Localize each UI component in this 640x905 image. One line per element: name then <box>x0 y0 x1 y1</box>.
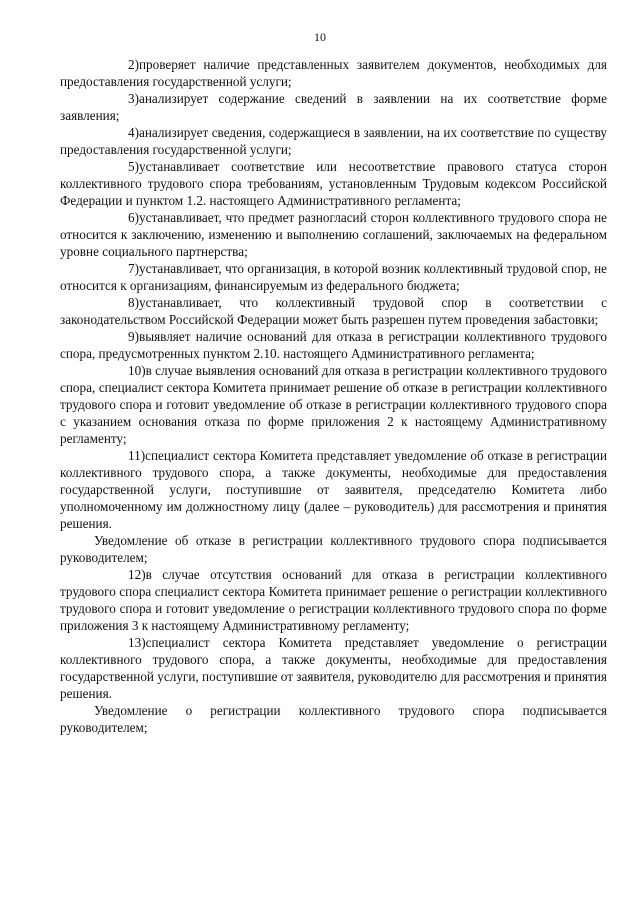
paragraph-text: устанавливает, что организация, в которой возник коллективный трудовой спор, не относится к организациям, финансируемым из федерального бюджета; <box>60 261 607 293</box>
paragraph-text: Уведомление об отказе в регистрации коллективного трудового спора подписывается руководителем; <box>60 533 607 565</box>
list-item-number: 9) <box>128 329 139 344</box>
list-item-number: 8) <box>128 295 139 310</box>
paragraph-text: устанавливает, что предмет разногласий сторон коллективного трудового спора не относится к заключению, изменению и выполнению соглашений, заключаемых на федеральном уровне социального партнерства; <box>60 210 607 259</box>
paragraph <box>60 56 607 90</box>
list-item-number: 13) <box>128 635 146 650</box>
paragraph <box>60 634 607 702</box>
paragraph-text: анализирует сведения, содержащиеся в заявлении, на их соответствие по существу предоставления государственной услуги; <box>60 125 607 157</box>
list-item-number: 11) <box>128 448 146 463</box>
paragraph <box>60 532 607 566</box>
paragraph <box>60 328 607 362</box>
paragraph <box>60 447 607 532</box>
paragraph-text: специалист сектора Комитета представляет уведомление об отказе в регистрации коллективного трудового спора, а также документы, необходимые для предоставления государственной услуги, поступившие от заявителя, председателю Комитета либо уполномоченному им должностному лицу (далее – руководитель) для рассмотрения и принятия решения. <box>60 448 607 531</box>
paragraph-text: устанавливает соответствие или несоответствие правового статуса сторон коллективного трудового спора требованиям, установленным Трудовым кодексом Российской Федерации и пунктом 1.2. настоящего Административного регламента; <box>60 159 607 208</box>
list-item-number: 4) <box>128 125 139 140</box>
list-item-number: 10) <box>128 363 146 378</box>
paragraph <box>60 566 607 634</box>
paragraph-text: в случае отсутствия оснований для отказа в регистрации коллективного трудового спора специалист сектора Комитета принимает решение о регистрации коллективного трудового спора и готовит уведомление о регистрации коллективного трудового спора по форме приложения 3 к настоящему Административному регламенту; <box>60 567 607 633</box>
document-body <box>60 56 607 736</box>
paragraph <box>60 702 607 736</box>
page-number: 10 <box>314 30 326 44</box>
list-item-number: 3) <box>128 91 139 106</box>
paragraph <box>60 209 607 260</box>
paragraph-text: проверяет наличие представленных заявителем документов, необходимых для предоставления государственной услуги; <box>60 57 607 89</box>
list-item-number: 7) <box>128 261 139 276</box>
paragraph-text: устанавливает, что коллективный трудовой спор в соответствии с законодательством Российской Федерации может быть разрешен путем проведения забастовки; <box>60 295 607 327</box>
list-item-number: 5) <box>128 159 139 174</box>
paragraph <box>60 260 607 294</box>
paragraph <box>60 124 607 158</box>
paragraph <box>60 158 607 209</box>
paragraph-text: Уведомление о регистрации коллективного трудового спора подписывается руководителем; <box>60 703 607 735</box>
list-item-number: 6) <box>128 210 139 225</box>
list-item-number: 2) <box>128 57 139 72</box>
paragraph <box>60 90 607 124</box>
paragraph-text: специалист сектора Комитета представляет уведомление о регистрации коллективного трудового спора, а также документы, необходимые для предоставления государственной услуги, поступившие от заявителя, руководителю для рассмотрения и принятия решения. <box>60 635 607 701</box>
paragraph <box>60 362 607 447</box>
paragraph-text: в случае выявления оснований для отказа в регистрации коллективного трудового спора, специалист сектора Комитета принимает решение об отказе в регистрации коллективного трудового спора и готовит уведомление об отказе в регистрации коллективного трудового спора с указанием основания отказа по форме приложения 2 к настоящему Административному регламенту; <box>60 363 607 446</box>
paragraph <box>60 294 607 328</box>
paragraph-text: выявляет наличие оснований для отказа в регистрации коллективного трудового спора, предусмотренных пунктом 2.10. настоящего Административного регламента; <box>60 329 607 361</box>
paragraph-text: анализирует содержание сведений в заявлении на их соответствие форме заявления; <box>60 91 607 123</box>
list-item-number: 12) <box>128 567 146 582</box>
